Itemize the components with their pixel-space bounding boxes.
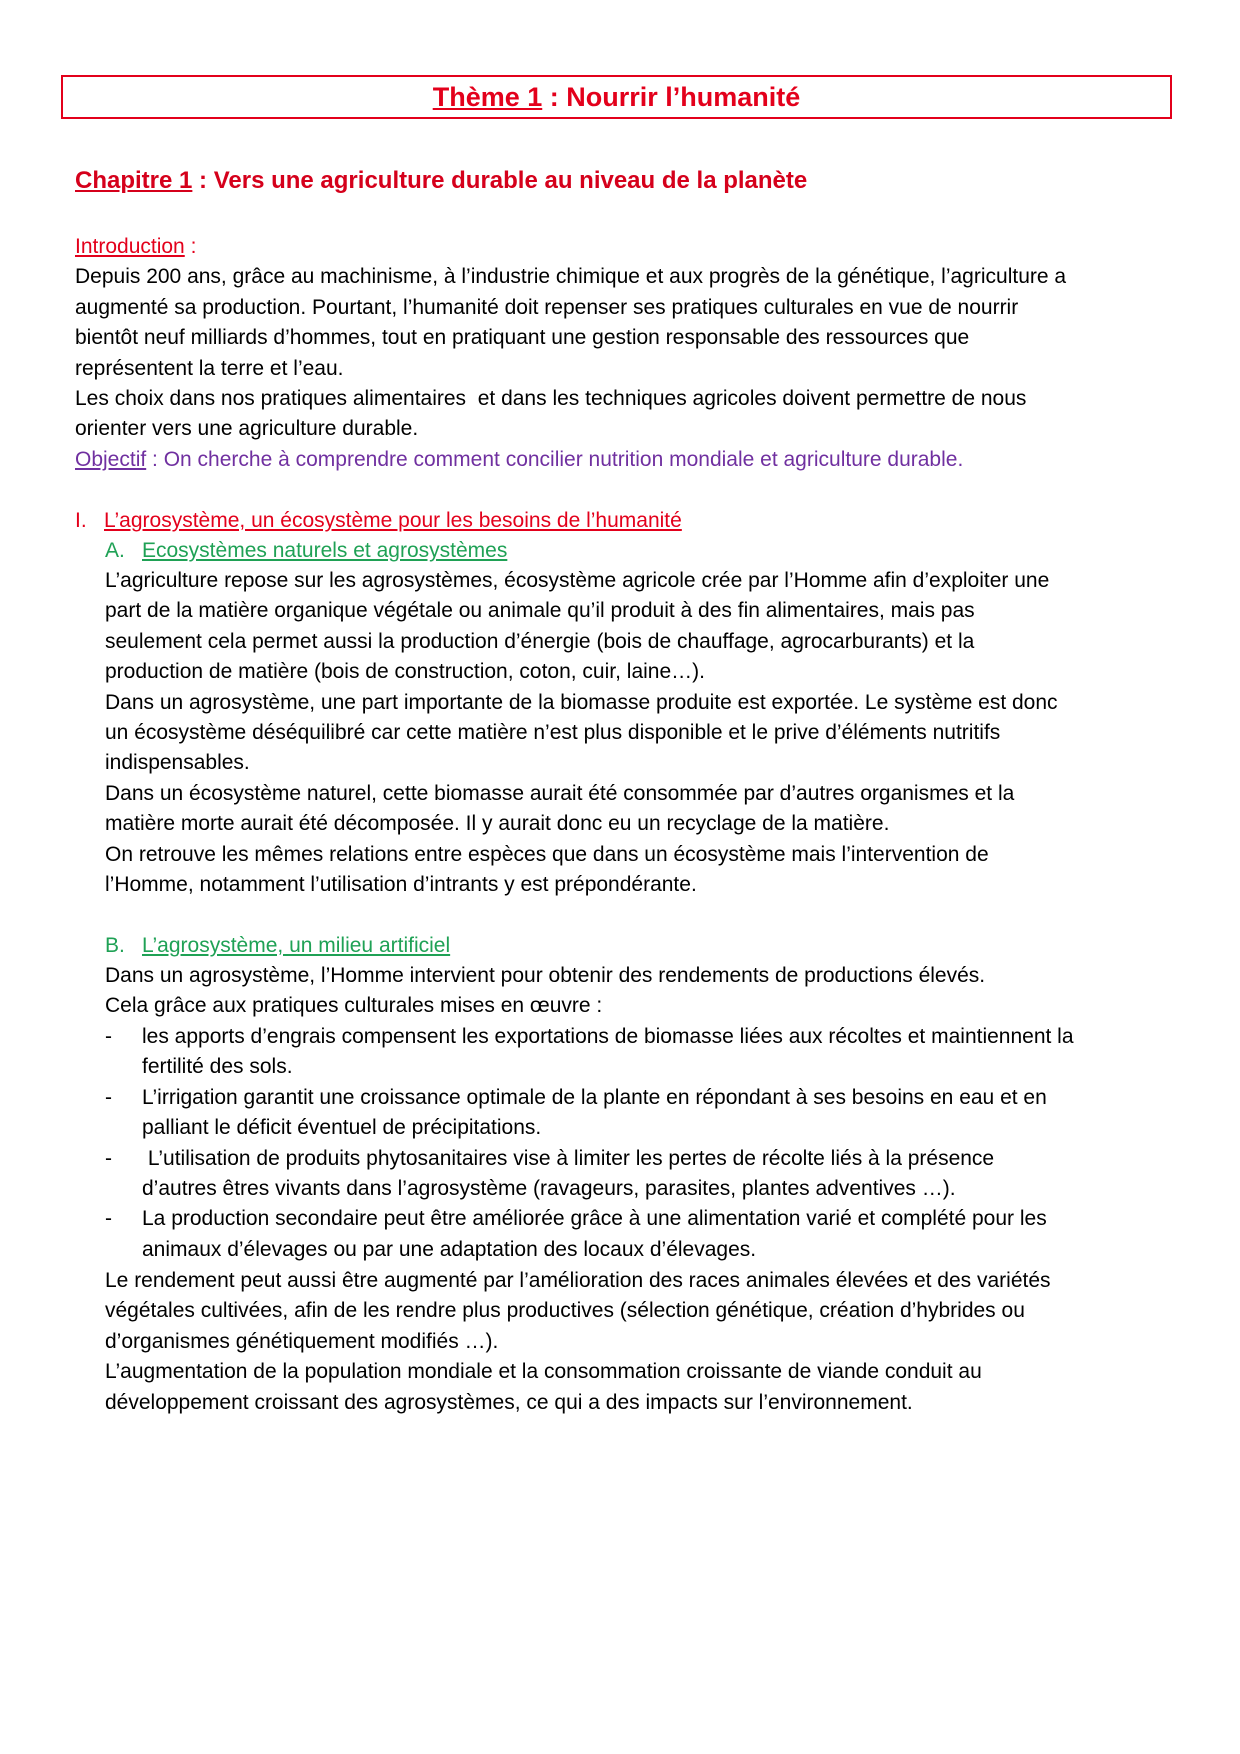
theme-title: Nourrir l’humanité — [566, 81, 801, 112]
paragraph-line: d’organismes génétiquement modifiés …). — [105, 1329, 499, 1353]
paragraph-line: Le rendement peut aussi être augmenté par l’amélioration des races animales élevées et des variétés — [105, 1269, 1051, 1292]
subsection-a-heading — [105, 536, 507, 566]
list-item-line: L’utilisation de produits phytosanitaires vise à limiter les pertes de récolte liés à la présence — [142, 1146, 995, 1170]
subsection-b-title: L’agrosystème, un milieu artificiel — [142, 934, 451, 957]
intro-line: Les choix dans nos pratiques alimentaires et dans les techniques agricoles doivent permettre de nous — [75, 387, 1027, 411]
paragraph-line: On retrouve les mêmes relations entre espèces que dans un écosystème mais l’intervention de — [105, 842, 989, 866]
paragraph-line: développement croissant des agrosystèmes, ce qui a des impacts sur l’environnement. — [105, 1390, 913, 1414]
list-item-line: palliant le déficit éventuel de précipitations. — [142, 1116, 542, 1140]
chapter-title: Vers une agriculture durable au niveau de la planète — [213, 167, 808, 194]
list-item-line: les apports d’engrais compensent les exportations de biomasse liées aux récoltes et maintiennent la — [142, 1025, 1074, 1048]
bullet-dash: - — [105, 1207, 112, 1231]
objective-label: Objectif — [75, 447, 147, 471]
section-1-title: L’agrosystème, un écosystème pour les besoins de l’humanité — [104, 509, 682, 532]
subsection-a-title: Ecosystèmes naturels et agrosystèmes — [142, 539, 508, 562]
intro-line: orienter vers une agriculture durable. — [75, 417, 419, 441]
list-item-line: animaux d’élevages ou par une adaptation des locaux d’élevages. — [142, 1237, 757, 1261]
theme-separator: : — [542, 81, 567, 112]
list-item — [105, 1022, 1074, 1083]
list-item-line: La production secondaire peut être améliorée grâce à une alimentation varié et complété pour les — [142, 1207, 1047, 1231]
paragraph-line: L’augmentation de la population mondiale et la consommation croissante de viande conduit au — [105, 1360, 982, 1384]
list-item-line: d’autres êtres vivants dans l’agrosystème (ravageurs, parasites, plantes adventives …). — [142, 1177, 956, 1201]
paragraph-line: part de la matière organique végétale ou animale qu’il produit à des fin alimentaires, mais pas — [105, 599, 975, 623]
introduction-label: Introduction — [75, 235, 185, 258]
bullet-dash: - — [105, 1025, 112, 1048]
paragraph-line: L’agriculture repose sur les agrosystèmes, écosystème agricole crée par l’Homme afin d’exploiter une — [105, 569, 1050, 592]
paragraph-line: un écosystème déséquilibré car cette matière n’est plus disponible et le prive d’éléments nutritifs — [105, 721, 1001, 745]
intro-line: bientôt neuf milliards d’hommes, tout en pratiquant une gestion responsable des ressources que — [75, 326, 970, 350]
bullet-dash: - — [105, 1146, 112, 1170]
paragraph-line: Dans un agrosystème, une part importante de la biomasse produite est exportée. Le système est donc — [105, 690, 1058, 714]
subsection-b-marker: B. — [105, 934, 125, 957]
list-item — [105, 1083, 1074, 1144]
list-item — [105, 1204, 1074, 1265]
section-1-heading — [75, 506, 682, 536]
practices-list — [105, 1022, 1074, 1265]
paragraph-line: végétales cultivées, afin de les rendre plus productives (sélection génétique, création d’hybrides ou — [105, 1299, 1025, 1323]
intro-line: représentent la terre et l’eau. — [75, 356, 344, 380]
objective-text: : On cherche à comprendre comment concilier nutrition mondiale et agriculture durable. — [146, 447, 964, 471]
objective-line — [75, 445, 1066, 475]
paragraph-line: l’Homme, notamment l’utilisation d’intrants y est prépondérante. — [105, 873, 697, 897]
introduction-block — [75, 232, 1066, 475]
chapter-label: Chapitre 1 — [75, 167, 193, 194]
subsection-b-conclusion — [105, 1266, 1051, 1418]
paragraph-line: indispensables. — [105, 751, 250, 775]
introduction-label-suffix: : — [184, 235, 197, 258]
subsection-a-body — [105, 566, 1058, 900]
paragraph-line: production de matière (bois de construction, coton, cuir, laine…). — [105, 660, 705, 684]
chapter-separator: : — [192, 167, 214, 194]
subsection-a-marker: A. — [105, 539, 125, 562]
theme-label: Thème 1 — [432, 81, 543, 112]
paragraph-line: Cela grâce aux pratiques culturales mises en œuvre : — [105, 994, 603, 1018]
paragraph-line: matière morte aurait été décomposée. Il y aurait donc eu un recyclage de la matière. — [105, 812, 890, 836]
bullet-dash: - — [105, 1085, 112, 1109]
chapter-heading — [75, 167, 807, 195]
theme-title-box — [61, 75, 1172, 119]
intro-line: augmenté sa production. Pourtant, l’humanité doit repenser ses pratiques culturales en vue de nourrir — [75, 295, 1019, 319]
paragraph-line: Dans un agrosystème, l’Homme intervient pour obtenir des rendements de productions élevés. — [105, 964, 986, 987]
intro-line: Depuis 200 ans, grâce au machinisme, à l’industrie chimique et aux progrès de la génétique, l’agriculture a — [75, 265, 1067, 289]
subsection-b-intro — [105, 961, 985, 1022]
section-1-marker: I. — [75, 509, 87, 532]
list-item-line: L’irrigation garantit une croissance optimale de la plante en répondant à ses besoins en eau et en — [142, 1085, 1047, 1109]
list-item-line: fertilité des sols. — [142, 1055, 293, 1079]
subsection-b-heading — [105, 931, 450, 961]
introduction-heading — [75, 232, 1066, 262]
paragraph-line: Dans un écosystème naturel, cette biomasse aurait été consommée par d’autres organismes et la — [105, 781, 1015, 805]
list-item — [105, 1144, 1074, 1205]
paragraph-line: seulement cela permet aussi la production d’énergie (bois de chauffage, agrocarburants) et la — [105, 629, 975, 653]
